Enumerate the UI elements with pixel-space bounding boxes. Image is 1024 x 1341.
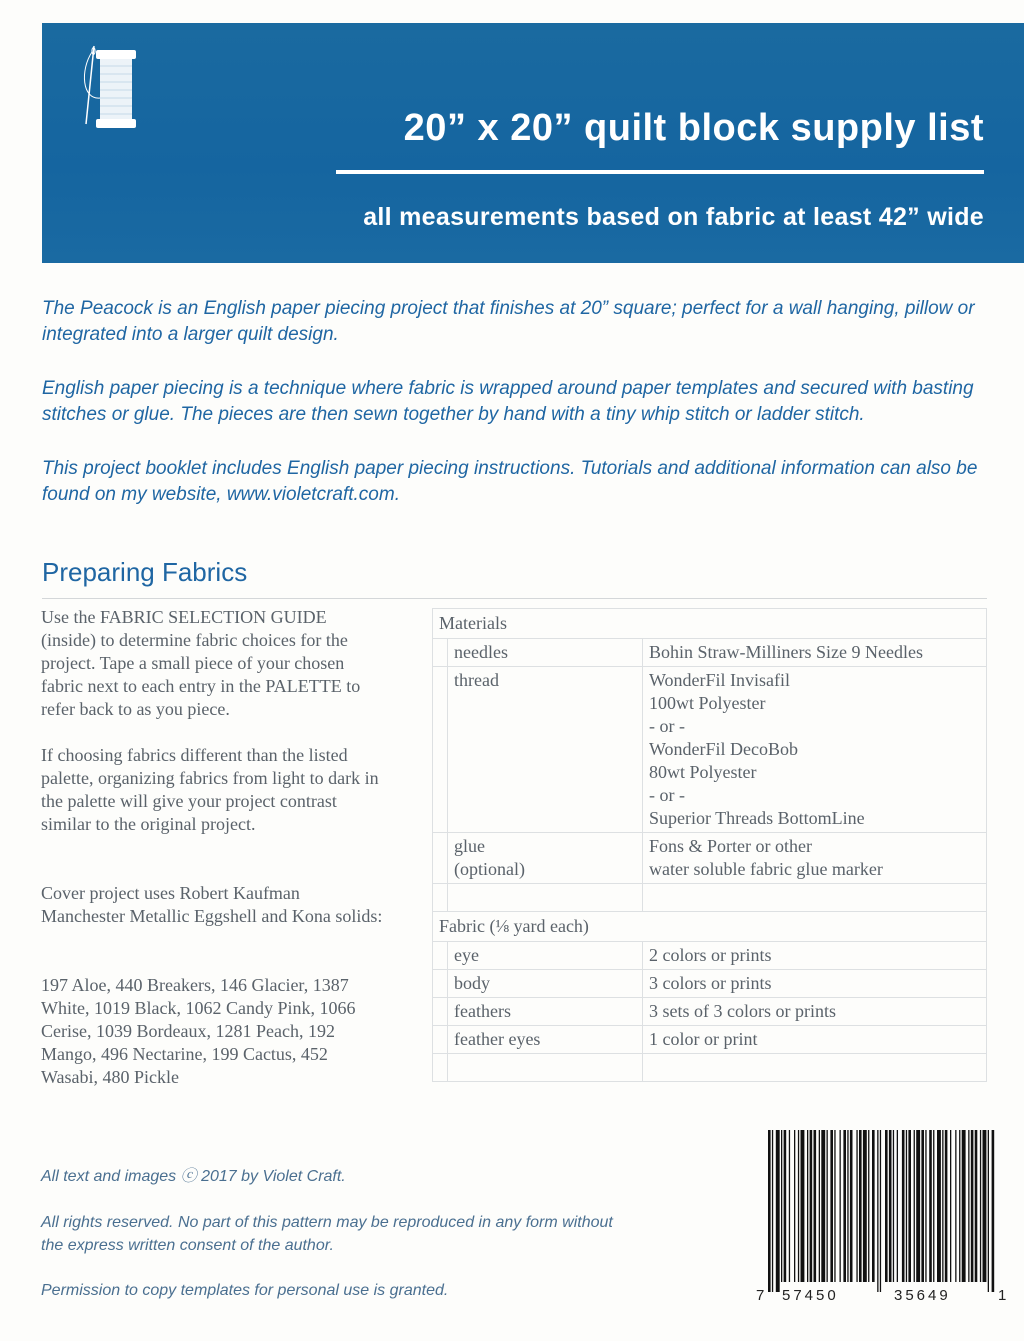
row-value: 1 color or print [643, 1026, 987, 1054]
row-value: WonderFil Invisafil 100wt Polyester - or - WonderFil DecoBob 80wt Polyester - or - Superior Threads BottomLine [643, 667, 987, 833]
table-row [433, 667, 987, 833]
supply-list-title: 20” x 20” quilt block supply list [403, 107, 984, 149]
barcode-group-right: 35649 [894, 1287, 951, 1304]
table-row [433, 833, 987, 884]
row-value: 2 colors or prints [643, 942, 987, 970]
fabric-colors-list: 197 Aloe, 440 Breakers, 146 Glacier, 1387 White, 1019 Black, 1062 Candy Pink, 1066 Cerise, 1039 Bordeaux, 1281 Peach, 192 Mango, 496 Nectarine, 199 Cactus, 452 Wasabi, 480 Pickle [41, 975, 356, 1087]
row-value: 3 sets of 3 colors or prints [643, 998, 987, 1026]
permission-notice: Permission to copy templates for personal use is granted. [41, 1282, 449, 1299]
table-row-empty [433, 884, 987, 912]
row-label: thread [448, 667, 643, 833]
row-label: body [448, 970, 643, 998]
materials-heading-row [433, 609, 987, 639]
table-row [433, 970, 987, 998]
fabric-guide-paragraph: If choosing fabrics different than the listed palette, organizing fabrics from light to dark in the palette will give your project contrast similar to the original project. [41, 745, 379, 834]
row-value: Fons & Porter or other water soluble fabric glue marker [643, 833, 987, 884]
copyright-notice: All text and images ⓒ 2017 by Violet Craft. [41, 1168, 346, 1185]
needle-and-thread-spool-icon [64, 40, 136, 136]
row-label: eye [448, 942, 643, 970]
materials-table [432, 608, 987, 1082]
table-row [433, 942, 987, 970]
row-label: feathers [448, 998, 643, 1026]
header-banner [42, 23, 1024, 263]
materials-heading: Materials [433, 609, 987, 639]
rights-notice: All rights reserved. No part of this pattern may be reproduced in any form without the express written consent of the author. [41, 1214, 613, 1254]
barcode-digit-last: 1 [998, 1287, 1007, 1304]
section-divider [42, 598, 987, 599]
section-title: Preparing Fabrics [42, 557, 248, 587]
supply-list-subtitle: all measurements based on fabric at least 42” wide [363, 203, 984, 231]
row-value: Bohin Straw-Milliners Size 9 Needles [643, 639, 987, 667]
fabric-heading: Fabric (⅛ yard each) [433, 912, 987, 942]
row-value: 3 colors or prints [643, 970, 987, 998]
fabric-heading-row [433, 912, 987, 942]
intro-paragraph: The Peacock is an English paper piecing project that finishes at 20” square; perfect for a wall hanging, pillow or integrated into a larger quilt design. [42, 298, 975, 345]
table-row [433, 639, 987, 667]
barcode-digit-first: 7 [756, 1287, 765, 1304]
barcode [756, 1130, 1008, 1320]
intro-paragraph: This project booklet includes English paper piecing instructions. Tutorials and additional information can also be found on my website, www.violetcraft.com. [42, 458, 978, 505]
table-row-empty [433, 1054, 987, 1082]
table-row [433, 1026, 987, 1054]
title-divider [336, 170, 984, 174]
fabric-guide-paragraph: Cover project uses Robert Kaufman Manchester Metallic Eggshell and Kona solids: [41, 883, 383, 926]
fabric-guide-paragraph: Use the FABRIC SELECTION GUIDE (inside) to determine fabric choices for the project. Tape a small piece of your chosen fabric next to each entry in the PALETTE to refer back to as you piece. [41, 607, 361, 719]
intro-paragraph: English paper piecing is a technique where fabric is wrapped around paper templates and secured with basting stitches or glue. The pieces are then sewn together by hand with a tiny whip stitch or ladder stitch. [42, 378, 974, 425]
table-row [433, 998, 987, 1026]
row-label: needles [448, 639, 643, 667]
barcode-group-left: 57450 [782, 1287, 839, 1304]
row-label: feather eyes [448, 1026, 643, 1054]
row-label: glue (optional) [448, 833, 643, 884]
